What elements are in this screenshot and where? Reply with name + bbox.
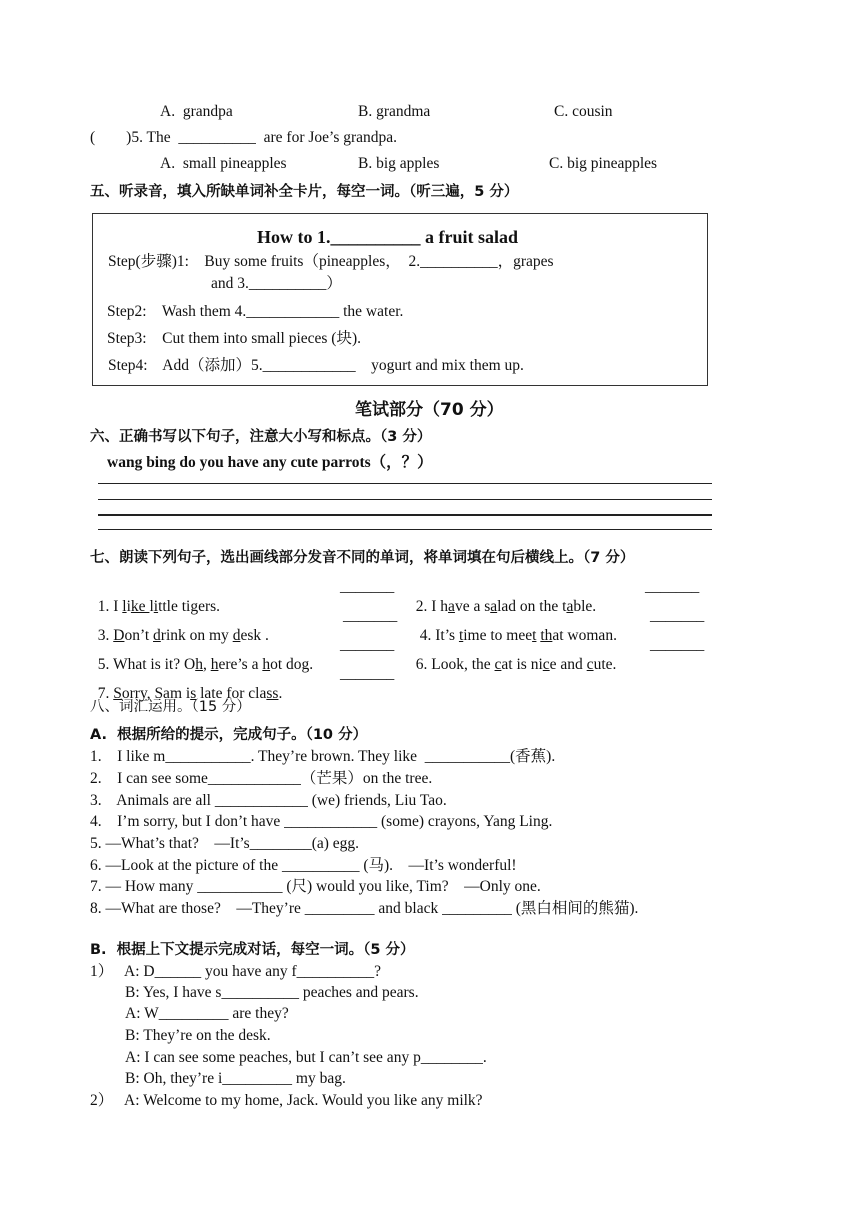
answer-blank: _______ (340, 578, 395, 595)
q4-option-c: C. cousin (554, 103, 613, 120)
part-b-heading: B. 根据上下文提示完成对话，每空一词。（5 分） (90, 942, 415, 958)
step2-line: Step2: Wash them 4.____________ the water. (107, 303, 404, 320)
phonics-item-1: 1. I like little tigers. (97, 598, 221, 615)
dialogue-line: B: They’re on the desk. (125, 1027, 271, 1044)
writing-line (98, 483, 712, 484)
vocab-item-4: 4. I’m sorry, but I don’t have ____________ (some) crayons, Yang Ling. (90, 813, 553, 830)
vocab-item-7: 7. — How many ___________ (尺) would you like, Tim? —Only one. (90, 878, 541, 895)
step1-line: Step(步骤)1: Buy some fruits（pineapples， 2.__________，grapes (108, 253, 554, 270)
phonics-item-2: 2. I have a salad on the table. (415, 598, 597, 615)
card-title: How to 1.__________ a fruit salad (257, 227, 518, 247)
answer-blank: _______ (645, 578, 700, 595)
dialogue-line: A: I can see some peaches, but I can’t see any p________. (125, 1049, 487, 1066)
phonics-item-4: 4. It’s time to meet that woman. (419, 627, 617, 644)
dialogue-line: 1） A: D______ you have any f__________? (90, 963, 382, 980)
answer-blank: _______ (650, 636, 705, 653)
vocab-item-2: 2. I can see some____________（芒果）on the tree. (90, 770, 433, 787)
step1-continuation: and 3.__________） (211, 275, 342, 292)
step4-line: Step4: Add（添加）5.____________ yogurt and mix them up. (108, 357, 524, 374)
section7-heading: 七、朗读下列句子，选出画线部分发音不同的单词，将单词填在句后横线上。（7 分） (90, 550, 635, 566)
q4-option-b: B. grandma (358, 103, 431, 120)
section8-heading: 八、词汇运用。（15 分） (90, 699, 251, 715)
dialogue-line: B: Yes, I have s__________ peaches and pears. (125, 984, 419, 1001)
q5-question: ( )5. The __________ are for Joe’s grandpa. (90, 129, 398, 146)
section6-sentence: wang bing do you have any cute parrots（，？） (107, 454, 433, 471)
dialogue-line: A: W_________ are they? (125, 1005, 289, 1022)
writing-line (98, 529, 712, 530)
answer-blank: _______ (343, 607, 398, 624)
q5-option-c: C. big pineapples (549, 155, 658, 172)
part-a-heading: A. 根据所给的提示，完成句子。（10 分） (90, 727, 368, 743)
writing-line (98, 499, 712, 500)
answer-blank: _______ (650, 607, 705, 624)
phonics-item-7: 7. Sorry, Sam is late for class. (97, 685, 283, 702)
vocab-item-6: 6. —Look at the picture of the __________ (马). —It’s wonderful! (90, 857, 517, 874)
q4-option-a: A. grandpa (160, 103, 233, 120)
dialogue-line: B: Oh, they’re i_________ my bag. (125, 1070, 346, 1087)
phonics-item-6: 6. Look, the cat is nice and cute. (415, 656, 617, 673)
phonics-item-3: 3. Don’t drink on my desk . (97, 627, 269, 644)
q5-option-a: A. small pineapples (160, 155, 287, 172)
section6-heading: 六、正确书写以下句子，注意大小写和标点。（3 分） (90, 429, 432, 445)
step3-line: Step3: Cut them into small pieces (块). (107, 330, 361, 347)
q5-option-b: B. big apples (358, 155, 440, 172)
dialogue-line: 2） A: Welcome to my home, Jack. Would you like any milk? (90, 1092, 483, 1109)
written-part-title: 笔试部分（70 分） (355, 400, 504, 420)
writing-line (98, 514, 712, 516)
phonics-item-5: 5. What is it? Oh, here’s a hot dog. (97, 656, 314, 673)
answer-blank: _______ (340, 636, 395, 653)
vocab-item-5: 5. —What’s that? —It’s________(a) egg. (90, 835, 360, 852)
answer-blank: _______ (340, 665, 395, 682)
vocab-item-3: 3. Animals are all ____________ (we) friends, Liu Tao. (90, 792, 447, 809)
section5-heading: 五、听录音，填入所缺单词补全卡片，每空一词。（听三遍，5 分） (90, 184, 519, 200)
vocab-item-1: 1. I like m___________. They’re brown. They like ___________(香蕉). (90, 748, 556, 765)
vocab-item-8: 8. —What are those? —They’re _________ and black _________ (黑白相间的熊猫). (90, 900, 639, 917)
